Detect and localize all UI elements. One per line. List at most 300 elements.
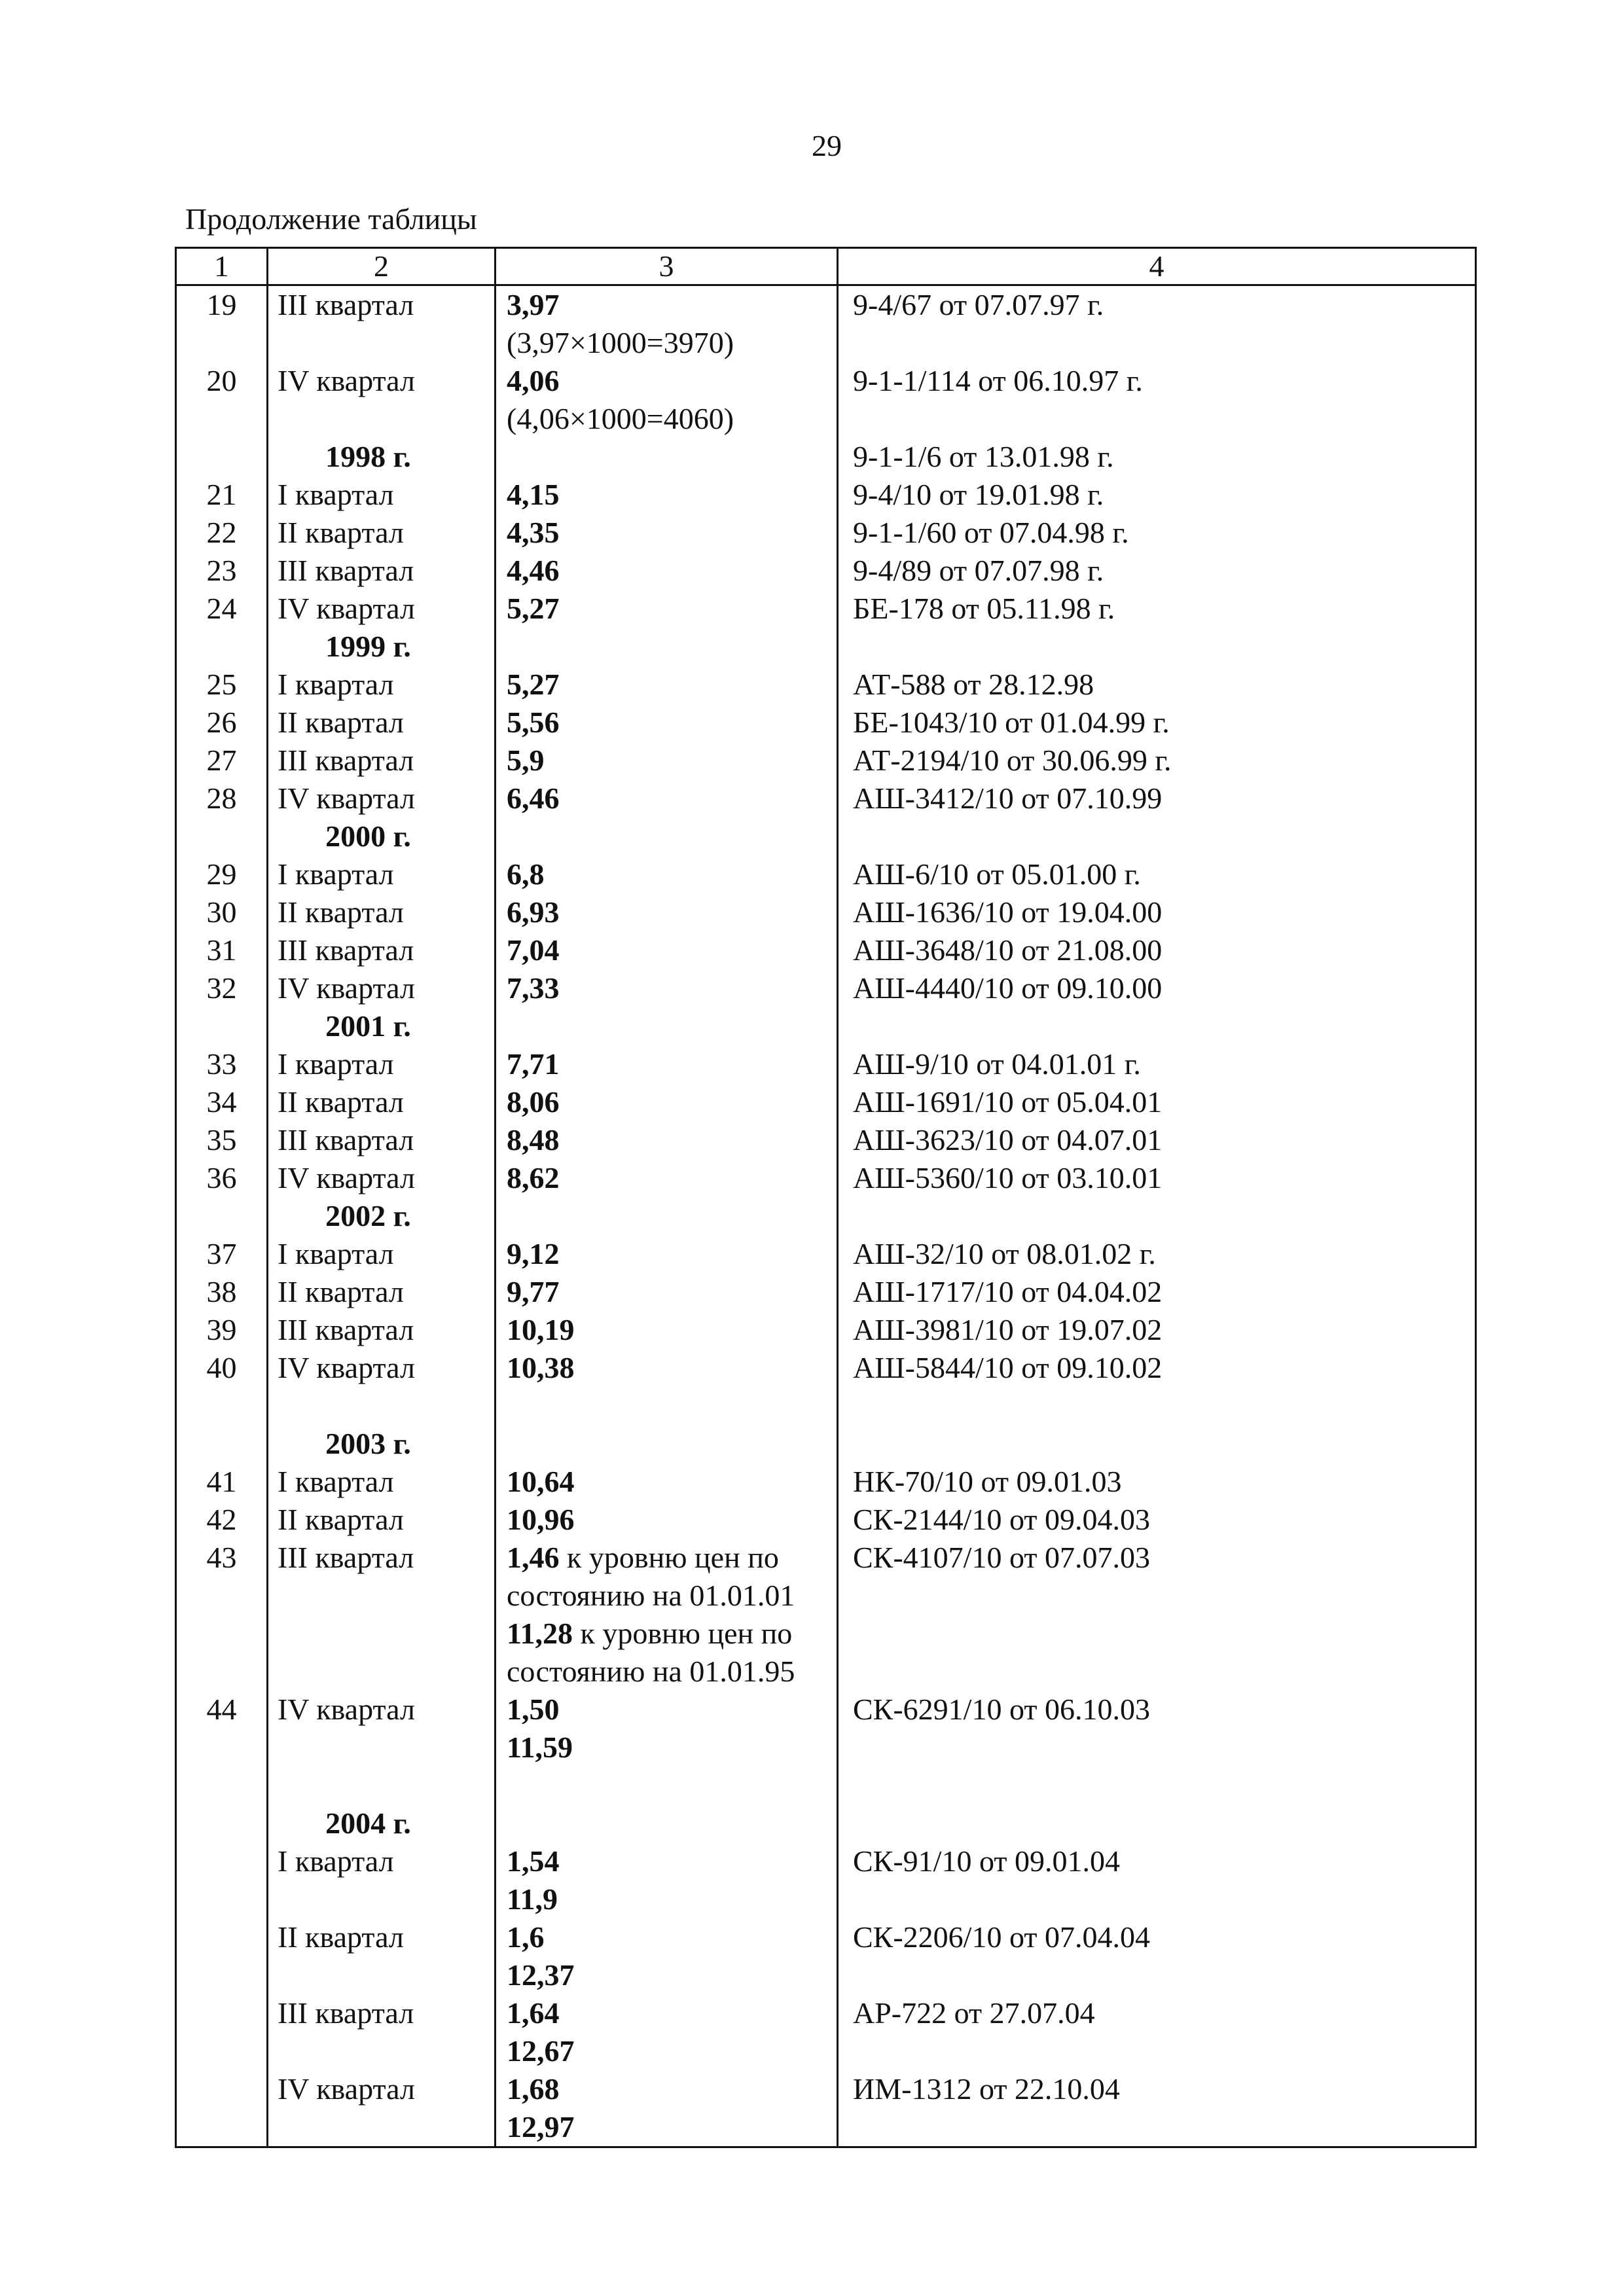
- row-number-cell: [176, 855, 268, 893]
- index-value: 8,62: [507, 1161, 560, 1194]
- quarter-label: I квартал: [278, 857, 394, 891]
- index-note: (4,06×1000=4060): [507, 402, 734, 435]
- quarter-cell: [268, 1121, 496, 1159]
- table-row: [176, 1577, 1476, 1615]
- row-number-cell: [176, 666, 268, 704]
- quarter-cell: [268, 400, 496, 438]
- table-row: [176, 400, 1476, 438]
- index-cell: [496, 1918, 838, 1956]
- index-value: 4,46: [507, 554, 560, 587]
- index-cell: [496, 1311, 838, 1349]
- table-row: [176, 1880, 1476, 1918]
- row-number-cell: [176, 2108, 268, 2147]
- document-cell: [838, 285, 1476, 325]
- quarter-label: I квартал: [278, 1237, 394, 1270]
- document-cell: [838, 855, 1476, 893]
- row-number-cell: [176, 1083, 268, 1121]
- table-caption: Продолжение таблицы: [185, 202, 477, 236]
- document-cell: [838, 1045, 1476, 1083]
- row-number-cell: [176, 704, 268, 742]
- index-cell: [496, 1463, 838, 1501]
- row-number: 22: [206, 516, 237, 549]
- quarter-cell: [268, 1083, 496, 1121]
- index-cell: [496, 1577, 838, 1615]
- quarter-cell: [268, 552, 496, 590]
- row-number-cell: [176, 324, 268, 362]
- quarter-label: I квартал: [278, 1844, 394, 1878]
- document-cell: [838, 1994, 1476, 2032]
- quarter-label: I квартал: [278, 668, 394, 701]
- index-cell: [496, 324, 838, 362]
- table-row: [176, 1994, 1476, 2032]
- index-value: 6,8: [507, 857, 545, 891]
- row-number-cell: [176, 1349, 268, 1387]
- index-value: 1,6: [507, 1920, 545, 1954]
- quarter-label: III квартал: [278, 1123, 414, 1157]
- document-cell: [838, 817, 1476, 855]
- row-number-cell: [176, 742, 268, 780]
- quarter-label: II квартал: [278, 1920, 404, 1954]
- document-ref: НК-70/10 от 09.01.03: [853, 1465, 1122, 1498]
- year-label: 1998 г.: [325, 440, 411, 473]
- row-number: 27: [206, 744, 237, 777]
- row-number-cell: [176, 1577, 268, 1615]
- index-cell: [496, 1083, 838, 1121]
- index-note: к уровню цен по: [572, 1617, 793, 1650]
- quarter-cell: [268, 590, 496, 628]
- document-ref: БЕ-178 от 05.11.98 г.: [853, 592, 1115, 625]
- index-cell: [496, 1880, 838, 1918]
- index-value: 1,50: [507, 1693, 560, 1726]
- document-cell: [838, 1083, 1476, 1121]
- year-cell: [268, 1007, 496, 1045]
- row-number-cell: [176, 1539, 268, 1577]
- quarter-label: III квартал: [278, 554, 414, 587]
- row-number: 39: [206, 1313, 237, 1346]
- header-cell-3: 3: [496, 248, 838, 285]
- quarter-cell: [268, 1501, 496, 1539]
- header-cell-4: 4: [838, 248, 1476, 285]
- row-number-cell: [176, 969, 268, 1007]
- table-row: [176, 1083, 1476, 1121]
- document-ref: АШ-4440/10 от 09.10.00: [853, 971, 1163, 1005]
- document-cell: [838, 1159, 1476, 1197]
- index-value: 7,71: [507, 1047, 560, 1081]
- index-value: 10,38: [507, 1351, 575, 1384]
- table-row: [176, 1615, 1476, 1653]
- table-row: [176, 1273, 1476, 1311]
- index-value: 5,9: [507, 744, 545, 777]
- document-cell: [838, 1956, 1476, 1994]
- table-row: [176, 1842, 1476, 1880]
- year-cell: [268, 1197, 496, 1235]
- document-cell: [838, 931, 1476, 969]
- row-number-cell: [176, 1956, 268, 1994]
- row-number-cell: [176, 1425, 268, 1463]
- table-row: [176, 1311, 1476, 1349]
- quarter-label: III квартал: [278, 288, 414, 321]
- year-cell: [268, 817, 496, 855]
- quarter-cell: [268, 1653, 496, 1691]
- year-row: [176, 1197, 1476, 1235]
- table-row: [176, 855, 1476, 893]
- row-number-cell: [176, 438, 268, 476]
- document-cell: [838, 893, 1476, 931]
- header-cell-2: 2: [268, 248, 496, 285]
- row-number-cell: [176, 1691, 268, 1729]
- row-number: 33: [206, 1047, 237, 1081]
- row-number-cell: [176, 1121, 268, 1159]
- table-row: [176, 893, 1476, 931]
- index-value: 5,56: [507, 706, 560, 739]
- index-cell: [496, 704, 838, 742]
- index-value: 12,37: [507, 1958, 575, 1992]
- row-number-cell: [176, 1842, 268, 1880]
- index-cell: [496, 1956, 838, 1994]
- document-cell: [838, 1501, 1476, 1539]
- index-cell: [496, 1539, 838, 1577]
- quarter-label: IV квартал: [278, 1161, 415, 1194]
- row-number-cell: [176, 1197, 268, 1235]
- document-cell: [838, 476, 1476, 514]
- index-cell: [496, 1121, 838, 1159]
- index-cell: [496, 1842, 838, 1880]
- row-number: 21: [206, 478, 237, 511]
- index-value: 10,96: [507, 1503, 575, 1536]
- index-value: 6,46: [507, 781, 560, 815]
- document-cell: [838, 704, 1476, 742]
- document-cell: [838, 2070, 1476, 2108]
- quarter-label: III квартал: [278, 1541, 414, 1574]
- index-value: 1,68: [507, 2072, 560, 2106]
- index-value: 12,97: [507, 2110, 575, 2144]
- document-cell: [838, 742, 1476, 780]
- row-number: 25: [206, 668, 237, 701]
- index-cell: [496, 552, 838, 590]
- quarter-cell: [268, 1691, 496, 1729]
- quarter-cell: [268, 324, 496, 362]
- index-cell: [496, 817, 838, 855]
- quarter-label: IV квартал: [278, 364, 415, 397]
- document-ref: АШ-6/10 от 05.01.00 г.: [853, 857, 1141, 891]
- document-cell: [838, 552, 1476, 590]
- row-number-cell: [176, 817, 268, 855]
- row-number-cell: [176, 476, 268, 514]
- row-number-cell: [176, 1804, 268, 1842]
- index-value: 10,19: [507, 1313, 575, 1346]
- index-value: 9,12: [507, 1237, 560, 1270]
- quarter-cell: [268, 1729, 496, 1767]
- index-note: состоянию на 01.01.01: [507, 1579, 795, 1612]
- document-ref: АШ-1636/10 от 19.04.00: [853, 895, 1163, 929]
- table-row: [176, 362, 1476, 400]
- quarter-label: I квартал: [278, 478, 394, 511]
- quarter-label: IV квартал: [278, 971, 415, 1005]
- quarter-cell: [268, 1045, 496, 1083]
- document-cell: [838, 1918, 1476, 1956]
- document-cell: [838, 1615, 1476, 1653]
- year-label: 2000 г.: [325, 819, 411, 853]
- row-number-cell: [176, 1918, 268, 1956]
- quarter-label: IV квартал: [278, 592, 415, 625]
- document-cell: [838, 1349, 1476, 1387]
- index-value: 11,9: [507, 1882, 558, 1916]
- document-cell: [838, 666, 1476, 704]
- table-row: [176, 2032, 1476, 2070]
- quarter-cell: [268, 1539, 496, 1577]
- row-number: 42: [206, 1503, 237, 1536]
- document-ref: АШ-32/10 от 08.01.02 г.: [853, 1237, 1156, 1270]
- index-value: 8,06: [507, 1085, 560, 1119]
- index-cell: [496, 1349, 838, 1387]
- index-cell: [496, 1615, 838, 1653]
- index-cell: [496, 514, 838, 552]
- quarter-cell: [268, 969, 496, 1007]
- table-row: [176, 780, 1476, 817]
- row-number-cell: [176, 1235, 268, 1273]
- row-number-cell: [176, 1007, 268, 1045]
- document-cell: [838, 438, 1476, 476]
- quarter-cell: [268, 476, 496, 514]
- table-row: [176, 1918, 1476, 1956]
- document-ref: АШ-1717/10 от 04.04.02: [853, 1275, 1163, 1308]
- table-row: [176, 1463, 1476, 1501]
- index-value: 11,59: [507, 1731, 573, 1764]
- row-number-cell: [176, 285, 268, 325]
- row-number: 29: [206, 857, 237, 891]
- document-cell: [838, 780, 1476, 817]
- index-value: 3,97: [507, 288, 560, 321]
- row-number-cell: [176, 1501, 268, 1539]
- quarter-label: II квартал: [278, 895, 404, 929]
- row-number: 35: [206, 1123, 237, 1157]
- quarter-cell: [268, 514, 496, 552]
- index-value: 10,64: [507, 1465, 575, 1498]
- index-cell: [496, 742, 838, 780]
- year-row: [176, 1425, 1476, 1463]
- document-ref: АШ-3623/10 от 04.07.01: [853, 1123, 1163, 1157]
- document-cell: [838, 1842, 1476, 1880]
- row-number-cell: [176, 1994, 268, 2032]
- row-number-cell: [176, 590, 268, 628]
- table-row: [176, 1729, 1476, 1767]
- document-ref: СК-2144/10 от 09.04.03: [853, 1503, 1150, 1536]
- document-cell: [838, 2032, 1476, 2070]
- quarter-cell: [268, 893, 496, 931]
- index-cell: [496, 1729, 838, 1767]
- document-cell: [838, 362, 1476, 400]
- table-row: [176, 1159, 1476, 1197]
- year-cell: [268, 628, 496, 666]
- quarter-cell: [268, 1842, 496, 1880]
- quarter-cell: [268, 1918, 496, 1956]
- document-cell: [838, 1121, 1476, 1159]
- index-value: 6,93: [507, 895, 560, 929]
- index-cell: [496, 1045, 838, 1083]
- year-row: [176, 628, 1476, 666]
- year-cell: [268, 438, 496, 476]
- quarter-label: I квартал: [278, 1047, 394, 1081]
- row-number-cell: [176, 1273, 268, 1311]
- index-cell: [496, 2070, 838, 2108]
- row-number: 40: [206, 1351, 237, 1384]
- quarter-label: III квартал: [278, 1313, 414, 1346]
- quarter-label: III квартал: [278, 933, 414, 967]
- quarter-label: II квартал: [278, 1085, 404, 1119]
- index-note: к уровню цен по: [559, 1541, 779, 1574]
- row-number-cell: [176, 400, 268, 438]
- index-cell: [496, 893, 838, 931]
- quarter-cell: [268, 742, 496, 780]
- year-label: 2004 г.: [325, 1806, 411, 1840]
- spacer-row: [176, 1387, 1476, 1425]
- year-label: 2003 г.: [325, 1427, 411, 1460]
- index-cell: [496, 1691, 838, 1729]
- table-body: [176, 248, 1476, 2147]
- document-ref: АШ-5360/10 от 03.10.01: [853, 1161, 1163, 1194]
- row-number: 20: [206, 364, 237, 397]
- table-row: [176, 476, 1476, 514]
- quarter-cell: [268, 1235, 496, 1273]
- document-ref: АШ-1691/10 от 05.04.01: [853, 1085, 1163, 1119]
- table-row: [176, 2070, 1476, 2108]
- table-row: [176, 1349, 1476, 1387]
- document-cell: [838, 1653, 1476, 1691]
- index-table: [175, 247, 1477, 2148]
- quarter-cell: [268, 780, 496, 817]
- index-value: 4,15: [507, 478, 560, 511]
- empty-cell: [268, 1387, 496, 1425]
- quarter-cell: [268, 666, 496, 704]
- quarter-label: II квартал: [278, 1503, 404, 1536]
- quarter-cell: [268, 1994, 496, 2032]
- quarter-cell: [268, 855, 496, 893]
- quarter-label: IV квартал: [278, 1693, 415, 1726]
- index-cell: [496, 285, 838, 325]
- quarter-label: I квартал: [278, 1465, 394, 1498]
- table-row: [176, 931, 1476, 969]
- row-number-cell: [176, 1463, 268, 1501]
- index-value: 5,27: [507, 668, 560, 701]
- quarter-cell: [268, 1311, 496, 1349]
- table-row: [176, 1235, 1476, 1273]
- document-ref: ИМ-1312 от 22.10.04: [853, 2072, 1120, 2106]
- index-value: 1,64: [507, 1996, 560, 2030]
- index-cell: [496, 1007, 838, 1045]
- quarter-label: II квартал: [278, 1275, 404, 1308]
- row-number: 26: [206, 706, 237, 739]
- index-cell: [496, 931, 838, 969]
- document-ref: АШ-9/10 от 04.01.01 г.: [853, 1047, 1141, 1081]
- table-row: [176, 285, 1476, 325]
- row-number-cell: [176, 552, 268, 590]
- index-cell: [496, 438, 838, 476]
- year-row: [176, 1804, 1476, 1842]
- year-cell: [268, 1425, 496, 1463]
- year-row: [176, 817, 1476, 855]
- document-cell: [838, 590, 1476, 628]
- row-number-cell: [176, 1729, 268, 1767]
- index-value: 7,04: [507, 933, 560, 967]
- index-value: 8,48: [507, 1123, 560, 1157]
- year-cell: [268, 1804, 496, 1842]
- row-number-cell: [176, 1615, 268, 1653]
- row-number-cell: [176, 1045, 268, 1083]
- row-number-cell: [176, 1880, 268, 1918]
- table-row: [176, 1501, 1476, 1539]
- table-row: [176, 1121, 1476, 1159]
- index-cell: [496, 1994, 838, 2032]
- document-ref: СК-6291/10 от 06.10.03: [853, 1693, 1150, 1726]
- row-number-cell: [176, 893, 268, 931]
- index-cell: [496, 1159, 838, 1197]
- index-value: 5,27: [507, 592, 560, 625]
- document-ref: АШ-3412/10 от 07.10.99: [853, 781, 1163, 815]
- row-number: 32: [206, 971, 237, 1005]
- document-ref: СК-2206/10 от 07.04.04: [853, 1920, 1150, 1954]
- quarter-cell: [268, 2070, 496, 2108]
- row-number: 31: [206, 933, 237, 967]
- empty-cell: [268, 1767, 496, 1804]
- row-number-cell: [176, 931, 268, 969]
- document-cell: [838, 1463, 1476, 1501]
- year-row: [176, 438, 1476, 476]
- index-cell: [496, 969, 838, 1007]
- quarter-label: II квартал: [278, 706, 404, 739]
- document-ref: 9-1-1/114 от 06.10.97 г.: [853, 364, 1143, 397]
- document-cell: [838, 1311, 1476, 1349]
- quarter-label: IV квартал: [278, 2072, 415, 2106]
- index-value: 11,28: [507, 1617, 573, 1650]
- empty-cell: [496, 1387, 838, 1425]
- index-value: 4,35: [507, 516, 560, 549]
- document-cell: [838, 628, 1476, 666]
- row-number-cell: [176, 1653, 268, 1691]
- document-cell: [838, 1425, 1476, 1463]
- quarter-cell: [268, 2032, 496, 2070]
- quarter-cell: [268, 2108, 496, 2147]
- index-cell: [496, 1235, 838, 1273]
- row-number-cell: [176, 1159, 268, 1197]
- document-ref: 9-1-1/60 от 07.04.98 г.: [853, 516, 1129, 549]
- quarter-cell: [268, 931, 496, 969]
- empty-cell: [838, 1767, 1476, 1804]
- document-cell: [838, 1691, 1476, 1729]
- index-cell: [496, 1501, 838, 1539]
- document-ref: АШ-5844/10 от 09.10.02: [853, 1351, 1163, 1384]
- document-cell: [838, 1235, 1476, 1273]
- year-label: 2001 г.: [325, 1009, 411, 1043]
- quarter-cell: [268, 285, 496, 325]
- empty-cell: [838, 1387, 1476, 1425]
- row-number: 34: [206, 1085, 237, 1119]
- table-row: [176, 1045, 1476, 1083]
- document-ref: 9-4/10 от 19.01.98 г.: [853, 478, 1104, 511]
- row-number: 28: [206, 781, 237, 815]
- row-number: 30: [206, 895, 237, 929]
- page-number: 29: [812, 129, 842, 162]
- row-number-cell: [176, 628, 268, 666]
- table-row: [176, 514, 1476, 552]
- row-number: 44: [206, 1693, 237, 1726]
- index-cell: [496, 855, 838, 893]
- row-number: 19: [206, 288, 237, 321]
- document-ref: АШ-3981/10 от 19.07.02: [853, 1313, 1163, 1346]
- document-cell: [838, 1804, 1476, 1842]
- quarter-cell: [268, 362, 496, 400]
- index-cell: [496, 1425, 838, 1463]
- document-cell: [838, 969, 1476, 1007]
